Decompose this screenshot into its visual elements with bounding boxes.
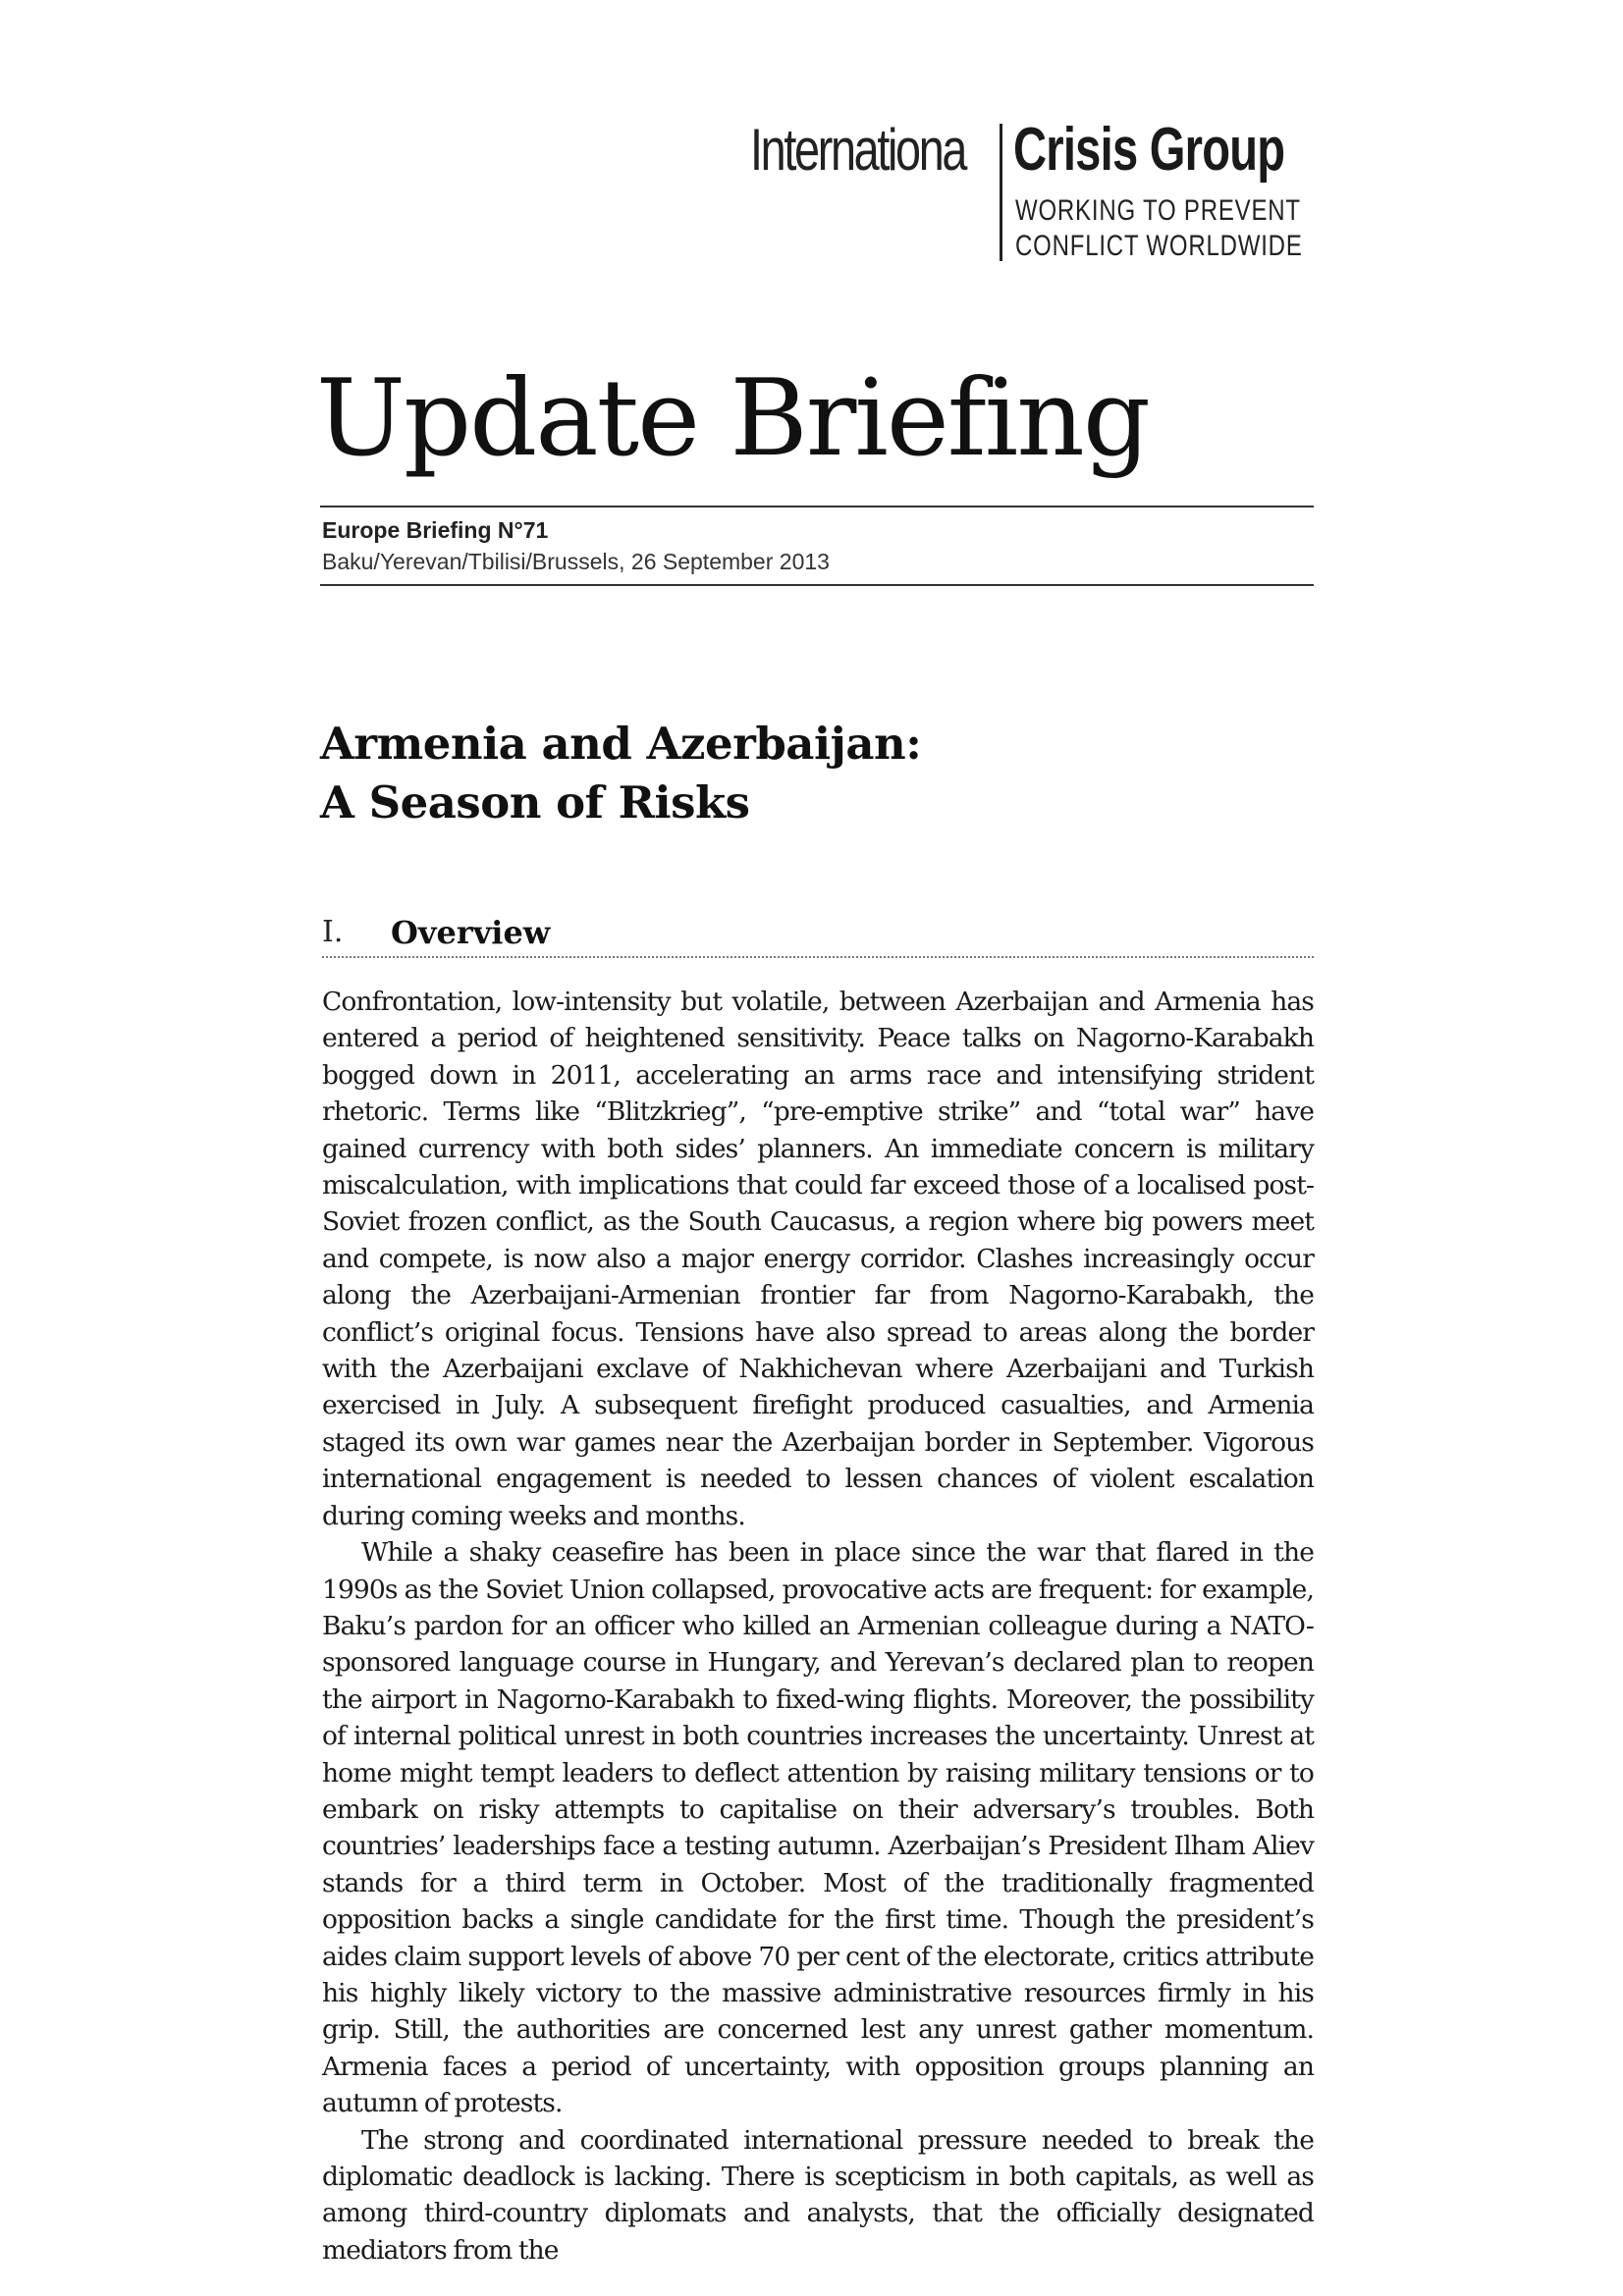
logo-tagline-line1: WORKING TO PREVENT: [1015, 194, 1301, 227]
section-heading: [322, 911, 1314, 956]
body-text: [322, 984, 1314, 2269]
body-paragraph-2: While a shaky ceasefire has been in place since the war that flared in the 1990s as the Soviet Union collapsed, provocative acts are frequent: for example, Baku’s pardon for an officer who killed an Armenian colleague during a NATO-sponsored language course in Hungary, and Yerevan’s declared plan to reopen the airport in Nagorno-Karabakh to fixed-wing flights. Moreover, the possibility of internal political unrest in both countries increases the uncertainty. Unrest at home might tempt leaders to deflect attention by raising military tensions or to embark on risky attempts to capitalise on their adversary’s troubles. Both countries’ leaderships face a testing autumn. Azerbaijan’s President Ilham Aliev stands for a third term in October. Most of the traditionally fragmented opposition backs a single candidate for the first time. Though the president’s aides claim support levels of above 70 per cent of the electorate, critics attribute his highly likely victory to the massive administrative resources firmly in his grip. Still, the authorities are concerned lest any unrest gather momentum. Armenia faces a period of uncertainty, with opposition groups planning an autumn of protests.: [322, 1537, 1314, 2119]
logo-tagline-line2: CONFLICT WORLDWIDE: [1015, 230, 1303, 262]
briefing-place-date: Baku/Yerevan/Tbilisi/Brussels, 26 September 2013: [322, 549, 830, 574]
logo-international-word: Internationa: [750, 117, 966, 183]
section-number: I.: [322, 915, 344, 949]
header-rule-top: [320, 506, 1314, 507]
header-rule-bottom: [320, 584, 1314, 586]
section-dotted-rule: [322, 956, 1314, 958]
document-title-line1: Armenia and Azerbaijan:: [320, 718, 922, 770]
document-title: [320, 715, 921, 832]
body-paragraph-1: Confrontation, low-intensity but volatile, between Azerbaijan and Armenia has entered a period of heightened sensitivity. Peace talks on Nagorno-Karabakh bogged down in 2011, accelerating an arms race and intensifying strident rhetoric. Terms like “Blitzkrieg”, “pre-emptive strike” and “total war” have gained currency with both sides’ planners. An immediate concern is military miscalculation, with implications that could far exceed those of a localised post-Soviet frozen conflict, as the South Caucasus, a region where big powers meet and compete, is now also a major energy corridor. Clashes increasingly occur along the Azerbaijani-Armenian frontier far from Nagorno-Karabakh, the conflict’s original focus. Tensions have also spread to areas along the border with the Azerbaijani exclave of Nakhichevan where Azerbaijani and Turkish exercised in July. A subsequent firefight produced casualties, and Armenia staged its own war games near the Azerbaijan border in September. Vigorous international engagement is needed to lessen chances of violent escalation during coming weeks and months.: [322, 987, 1314, 1531]
section-label: Overview: [391, 914, 551, 951]
logo-divider: [1000, 124, 1002, 261]
logo-crisis-group-word: Crisis Group: [1013, 116, 1285, 184]
briefing-number: Europe Briefing N°71: [322, 517, 549, 543]
document-title-line2: A Season of Risks: [320, 776, 750, 828]
document-type-heading: Update Briefing: [316, 357, 1149, 480]
body-paragraph-3: The strong and coordinated international pressure needed to break the diplomatic deadlock is lacking. There is scepticism in both capitals, as well as among third-country diplomats and analysts, that the officially designated mediators from the: [322, 2124, 1314, 2266]
organization-logo: [750, 118, 1339, 265]
